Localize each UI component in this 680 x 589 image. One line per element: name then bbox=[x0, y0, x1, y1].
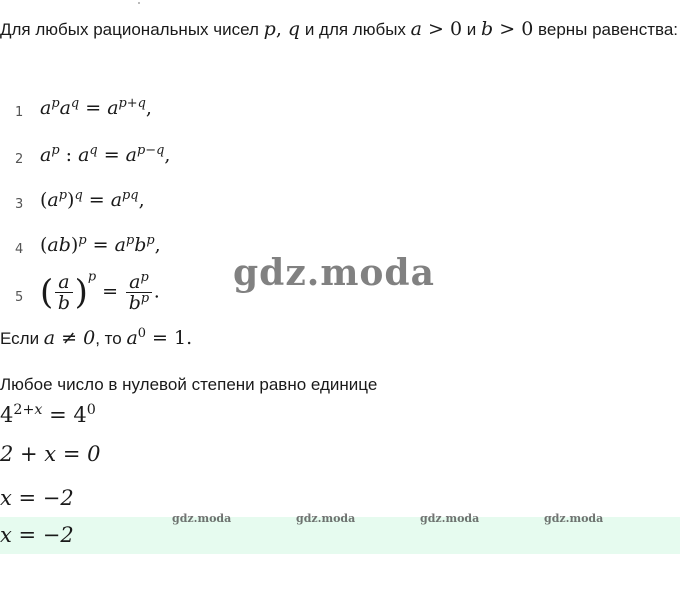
rule-formula: $(a^p)^q = a^{pq}$, bbox=[40, 187, 145, 211]
watermark-small: gdz.moda bbox=[420, 512, 480, 525]
rule-formula: $a^p$ : $a^q = a^{p-q}$, bbox=[40, 142, 171, 166]
equation-1-rhs: = 4 bbox=[42, 403, 87, 427]
rule-formula: $a^pa^q = a^{p+q}$, bbox=[40, 95, 152, 119]
watermark-small: gdz.moda bbox=[172, 512, 232, 525]
comma: , bbox=[275, 18, 288, 40]
var-p: p bbox=[263, 18, 276, 40]
watermark-small: gdz.moda bbox=[296, 512, 356, 525]
var-q: q bbox=[287, 18, 301, 40]
intro-text-3: и bbox=[462, 20, 482, 39]
artifact-dot bbox=[138, 2, 140, 4]
zero-exponent-rule: Если a ≠ 0, то $a^0 = 1$. bbox=[0, 325, 193, 349]
equation-2: 2 + x = 0 bbox=[0, 442, 101, 466]
intro-text-4: верны равенства: bbox=[533, 20, 678, 39]
equation-1: $4^{2+x} = 4^0$ bbox=[0, 402, 96, 427]
condition-a: > 0 bbox=[421, 18, 463, 40]
if-text: Если bbox=[0, 329, 44, 348]
intro-text-2: и для любых bbox=[300, 20, 411, 39]
rule-number: 5 bbox=[15, 290, 24, 305]
rule-number: 3 bbox=[15, 197, 24, 212]
answer: x = −2 bbox=[0, 523, 74, 547]
intro-text-1: Для любых рациональных чисел bbox=[0, 20, 264, 39]
rule-formula: ( $\frac{a}{b}$ )$^p$ = $\frac{a^p}{b^p}$ . bbox=[40, 269, 160, 314]
var-a: a bbox=[410, 18, 422, 40]
rule-number: 4 bbox=[15, 242, 24, 257]
watermark-small: gdz.moda bbox=[544, 512, 604, 525]
if-condition: a ≠ 0 bbox=[43, 327, 96, 349]
var-b: b bbox=[481, 18, 494, 40]
intro-paragraph bbox=[0, 11, 680, 48]
rule-number: 2 bbox=[15, 152, 24, 167]
condition-b: > 0 bbox=[493, 18, 534, 40]
equation-3: x = −2 bbox=[0, 486, 74, 510]
if-result: = 1. bbox=[152, 327, 193, 349]
then-text: , то bbox=[95, 329, 127, 348]
watermark-logo: gdz.moda bbox=[233, 252, 435, 294]
rule-formula: $(ab)^p = a^pb^p$, bbox=[40, 232, 161, 256]
rule-number: 1 bbox=[15, 105, 24, 120]
zero-power-explanation: Любое число в нулевой степени равно единице bbox=[0, 375, 378, 394]
